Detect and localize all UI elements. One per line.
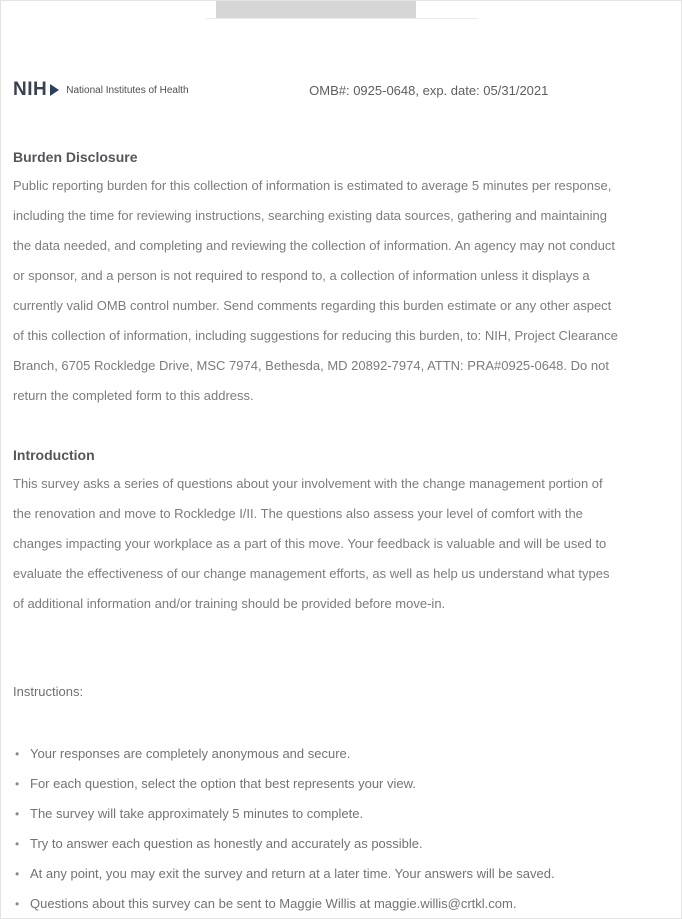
- progress-track: [206, 18, 478, 19]
- page-header: [1, 79, 681, 101]
- nih-logo-text: NIH: [13, 79, 48, 100]
- omb-number: OMB#: 0925-0648, exp. date: 05/31/2021: [309, 82, 549, 98]
- instructions-list: [13, 739, 623, 919]
- burden-disclosure-title: Burden Disclosure: [13, 149, 138, 165]
- instruction-item: • Your responses are completely anonymous and secure.: [13, 739, 623, 769]
- instructions-label: Instructions:: [13, 684, 84, 699]
- instruction-item: • At any point, you may exit the survey and return at a later time. Your answers will be saved.: [13, 859, 623, 889]
- instruction-item: • For each question, select the option that best represents your view.: [13, 769, 623, 799]
- introduction-body: This survey asks a series of questions about your involvement with the change management portion of the renovation and move to Rockledge I/II. The questions also assess your level of comfort with the changes impacting your workplace as a part of this move. Your feedback is valuable and will be used to evaluate the effectiveness of our change management efforts, as well as help us understand what types of additional information and/or training should be provided before move-in.: [13, 476, 610, 611]
- nih-logo-mark: [13, 79, 59, 101]
- nih-logo-caption: National Institutes of Health: [66, 84, 189, 96]
- instruction-item: • Questions about this survey can be sent to Maggie Willis at maggie.willis@crtkl.com.: [13, 889, 623, 919]
- nih-logo: [13, 79, 189, 101]
- instruction-item: • Try to answer each question as honestly and accurately as possible.: [13, 829, 623, 859]
- burden-disclosure-body: Public reporting burden for this collection of information is estimated to average 5 minutes per response, including the time for reviewing instructions, searching existing data sources, gathering and maintaining the data needed, and completing and reviewing the collection of information. An agency may not conduct or sponsor, and a person is not required to respond to, a collection of information unless it displays a currently valid OMB control number. Send comments regarding this burden estimate or any other aspect of this collection of information, including suggestions for reducing this burden, to: NIH, Project Clearance Branch, 6705 Rockledge Drive, MSC 7974, Bethesda, MD 20892-7974, ATTN: PRA#0925-0648. Do not return the completed form to this address.: [13, 178, 618, 403]
- nih-logo-arrow-icon: [50, 84, 59, 96]
- instruction-item: • The survey will take approximately 5 minutes to complete.: [13, 799, 623, 829]
- introduction-title: Introduction: [13, 447, 95, 463]
- page-content: [1, 149, 681, 919]
- progress-bar: [216, 1, 416, 18]
